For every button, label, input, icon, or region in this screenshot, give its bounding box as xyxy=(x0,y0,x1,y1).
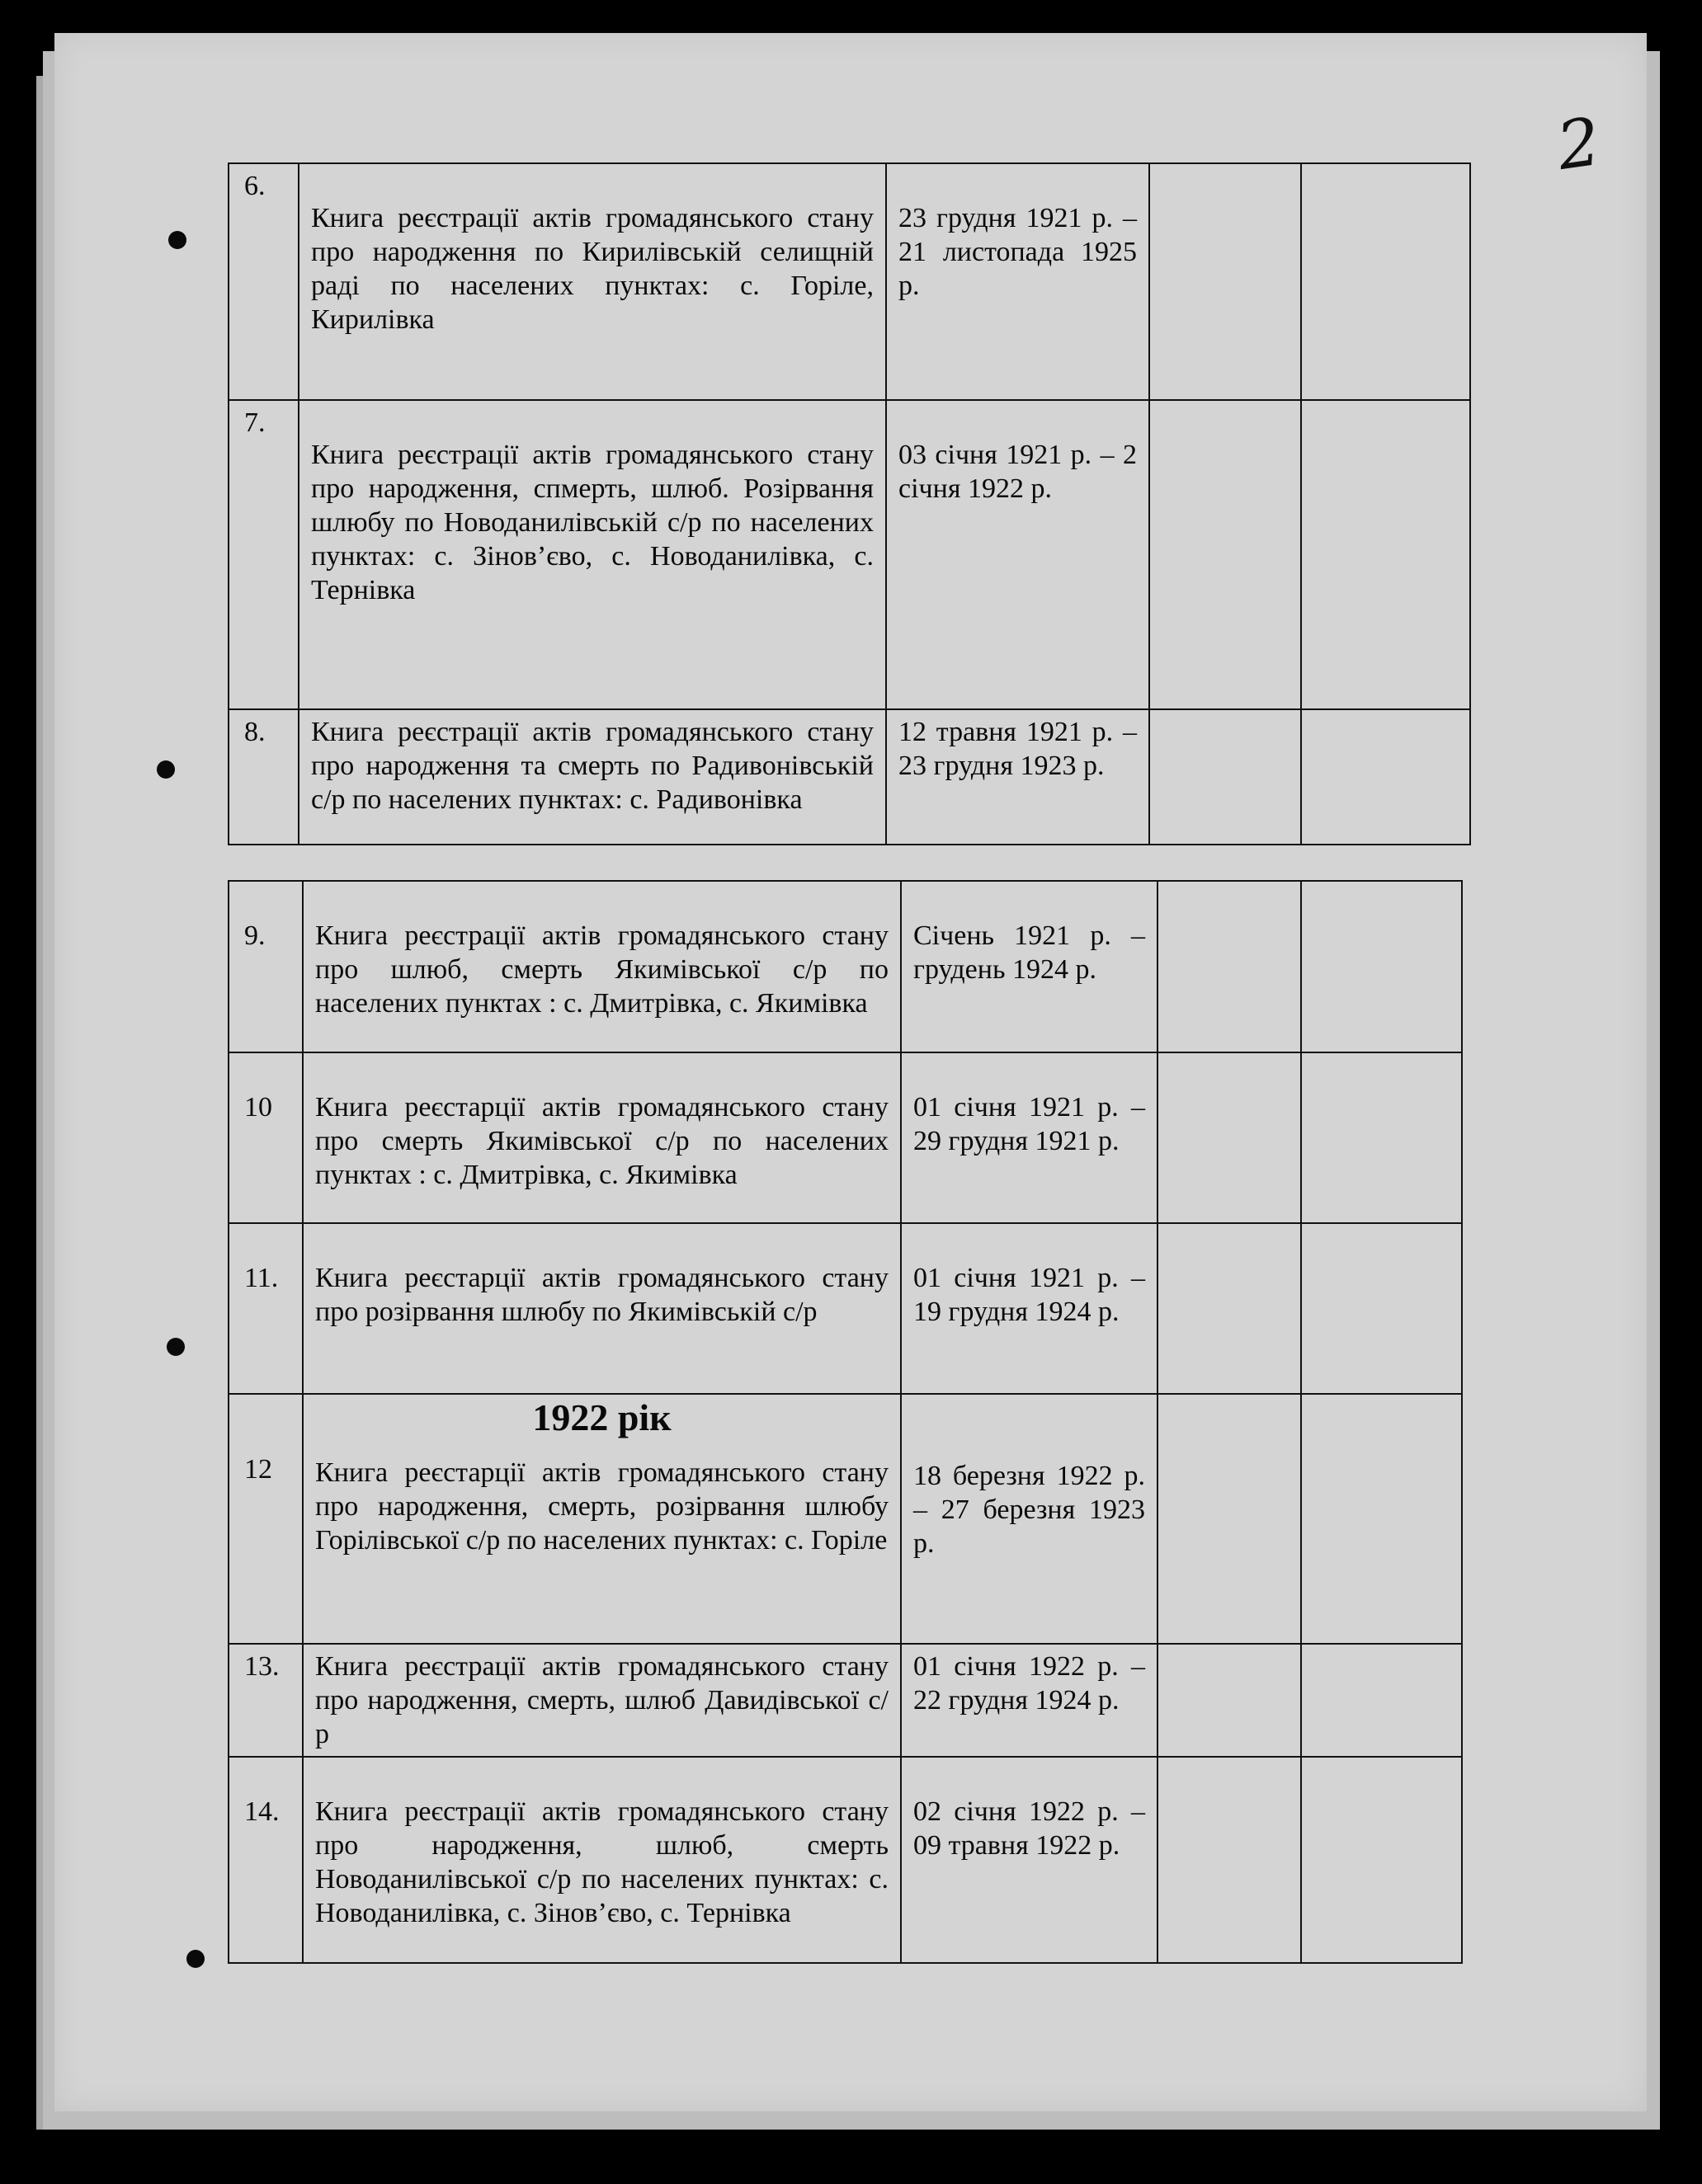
punch-hole xyxy=(186,1950,205,1968)
row-number: 10 xyxy=(229,1052,303,1223)
year-heading: 1922 рік xyxy=(532,1396,672,1438)
table-row xyxy=(229,1644,1462,1757)
record-description: Книга реєстрації актів громадянського стану про народження, шлюб, смерть Новоданилівської с/р по населених пунктах: с. Новоданилівка, с. Зінов’єво, с. Тернівка xyxy=(303,1757,901,1963)
record-description xyxy=(303,1394,901,1644)
table-row xyxy=(229,163,1470,400)
record-dates: 18 березня 1922 р. – 27 березня 1923 р. xyxy=(901,1394,1157,1644)
row-number: 9. xyxy=(229,881,303,1052)
row-number: 12 xyxy=(229,1394,303,1644)
record-description-text: Книга реєстарції актів громадянського стану про народження, смерть, розірвання шлюбу Горілівської с/р по населених пунктах: с. Горіле xyxy=(315,1457,889,1556)
empty-cell xyxy=(1301,163,1470,400)
record-description: Книга реєстрації актів громадянського стану про шлюб, смерть Якимівської с/р по населених пунктах : с. Дмитрівка, с. Якимівка xyxy=(303,881,901,1052)
record-dates: 01 січня 1922 р. – 22 грудня 1924 р. xyxy=(901,1644,1157,1757)
record-dates: Січень 1921 р. – грудень 1924 р. xyxy=(901,881,1157,1052)
table-row xyxy=(229,400,1470,709)
record-description: Книга реєстрації актів громадянського стану про народження, спмерть, шлюб. Розірвання шлюбу по Новоданилівській с/р по населених пунктах: с. Зінов’єво, с. Новоданилівка, с. Тернівка xyxy=(299,400,886,709)
row-number: 11. xyxy=(229,1223,303,1394)
record-dates: 01 січня 1921 р. – 29 грудня 1921 р. xyxy=(901,1052,1157,1223)
empty-cell xyxy=(1301,1394,1462,1644)
record-description: Книга реєстарції актів громадянського стану про розірвання шлюбу по Якимівській с/р xyxy=(303,1223,901,1394)
record-description: Книга реєстрації актів громадянського стану про народження, смерть, шлюб Давидівської с/р xyxy=(303,1644,901,1757)
records-table-upper xyxy=(228,162,1471,845)
record-description: Книга реєстарції актів громадянського стану про смерть Якимівської с/р по населених пунктах : с. Дмитрівка, с. Якимівка xyxy=(303,1052,901,1223)
document-page xyxy=(54,33,1647,2111)
row-number: 8. xyxy=(229,709,299,845)
empty-cell xyxy=(1157,1394,1301,1644)
table-row xyxy=(229,1757,1462,1963)
punch-hole xyxy=(167,1338,185,1356)
table-row xyxy=(229,1052,1462,1223)
record-description: Книга реєстрації актів громадянського стану про народження по Кирилівській селищній раді по населених пунктах: с. Горіле, Кирилівка xyxy=(299,163,886,400)
empty-cell xyxy=(1301,400,1470,709)
record-dates: 23 грудня 1921 р. – 21 листопада 1925 р. xyxy=(886,163,1149,400)
empty-cell xyxy=(1157,1757,1301,1963)
table-row xyxy=(229,709,1470,845)
empty-cell xyxy=(1157,1644,1301,1757)
record-dates: 02 січня 1922 р. – 09 травня 1922 р. xyxy=(901,1757,1157,1963)
row-number: 7. xyxy=(229,400,299,709)
punch-hole xyxy=(168,231,186,249)
empty-cell xyxy=(1301,881,1462,1052)
empty-cell xyxy=(1301,1757,1462,1963)
empty-cell xyxy=(1301,1644,1462,1757)
empty-cell xyxy=(1149,400,1301,709)
table-row xyxy=(229,1223,1462,1394)
empty-cell xyxy=(1301,709,1470,845)
row-number: 6. xyxy=(229,163,299,400)
table-row xyxy=(229,881,1462,1052)
row-number: 14. xyxy=(229,1757,303,1963)
table-row xyxy=(229,1394,1462,1644)
empty-cell xyxy=(1149,163,1301,400)
empty-cell xyxy=(1301,1052,1462,1223)
punch-hole xyxy=(157,760,175,779)
record-description: Книга реєстрації актів громадянського стану про народження та смерть по Радивонівській с/р по населених пунктах: с. Радивонівка xyxy=(299,709,886,845)
empty-cell xyxy=(1157,1052,1301,1223)
record-dates: 12 травня 1921 р. – 23 грудня 1923 р. xyxy=(886,709,1149,845)
empty-cell xyxy=(1157,1223,1301,1394)
empty-cell xyxy=(1157,881,1301,1052)
record-dates: 03 січня 1921 р. – 2 січня 1922 р. xyxy=(886,400,1149,709)
records-table-lower xyxy=(228,880,1463,1964)
row-number: 13. xyxy=(229,1644,303,1757)
handwritten-page-number: 2 xyxy=(1552,102,1605,186)
empty-cell xyxy=(1301,1223,1462,1394)
empty-cell xyxy=(1149,709,1301,845)
record-dates: 01 січня 1921 р. – 19 грудня 1924 р. xyxy=(901,1223,1157,1394)
